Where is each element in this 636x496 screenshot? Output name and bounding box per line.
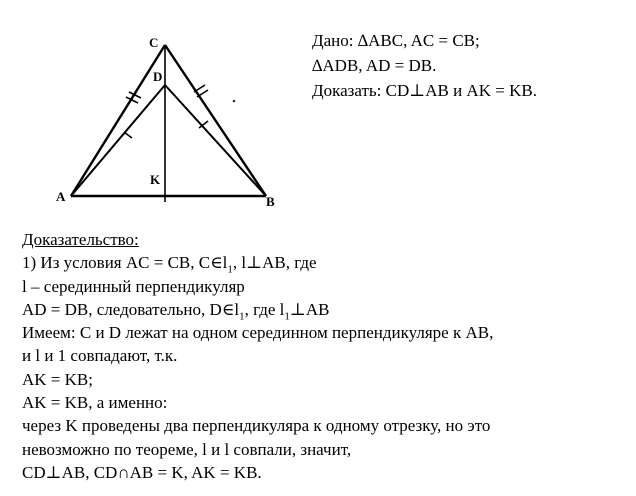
proof-line-1-b: , l⊥AB, где [232, 253, 317, 273]
given-line-1: Дано: ∆ABC, AC = CB; [312, 31, 480, 50]
label-c: C [149, 35, 159, 50]
proof-line-1-a: 1) Из условия AC = CB, C∈l [22, 253, 228, 273]
given-line-2: ∆ADB, AD = DB. [312, 56, 437, 75]
label-k: K [150, 172, 161, 187]
proof-line-5: и l и 1 совпадают, т.к. [22, 346, 178, 366]
triangle-figure [44, 24, 300, 214]
proof-line-3-sub-1: 1 [239, 310, 245, 323]
proof-line-10: CD⊥AB, CD∩AB = K, AK = KB. [22, 462, 262, 482]
label-b: B [266, 194, 275, 209]
segment-cb [165, 45, 266, 196]
segment-db [165, 85, 266, 196]
proof-line-3-sub-2: 1 [284, 310, 290, 323]
given-line-3: Доказать: CD⊥AB и AK = KB. [312, 81, 537, 100]
proof-line-8: через K проведены два перпендикуляра к одному отрезку, но это [22, 416, 491, 436]
proof-line-1 [22, 251, 632, 274]
label-d: D [153, 69, 163, 84]
proof-line-3-b: , где l [244, 299, 285, 319]
triangle-diagram [44, 24, 300, 214]
proof-line-1-sub: 1 [227, 263, 233, 276]
proof-heading: Доказательство: [22, 230, 139, 249]
proof-line-3-a: AD = DB, следовательно, D∈l [22, 299, 240, 319]
given-block [312, 28, 537, 103]
proof-line-6: AK = KB; [22, 369, 93, 389]
proof-block [22, 228, 632, 484]
stray-dot [233, 100, 236, 103]
proof-line-4: Имеем: C и D лежат на одном серединном перпендикуляре к AB, [22, 323, 494, 343]
tick-ad [124, 132, 132, 138]
proof-line-9: невозможно по теореме, l и l совпали, значит, [22, 439, 352, 459]
tick-cb-1 [194, 85, 205, 92]
proof-line-3 [22, 298, 632, 321]
proof-line-3-c: ⊥AB [289, 299, 330, 319]
proof-line-7: AK = KB, а именно: [22, 393, 168, 413]
proof-line-2: l – серединный перпендикуляр [22, 276, 245, 296]
label-a: A [56, 189, 66, 204]
